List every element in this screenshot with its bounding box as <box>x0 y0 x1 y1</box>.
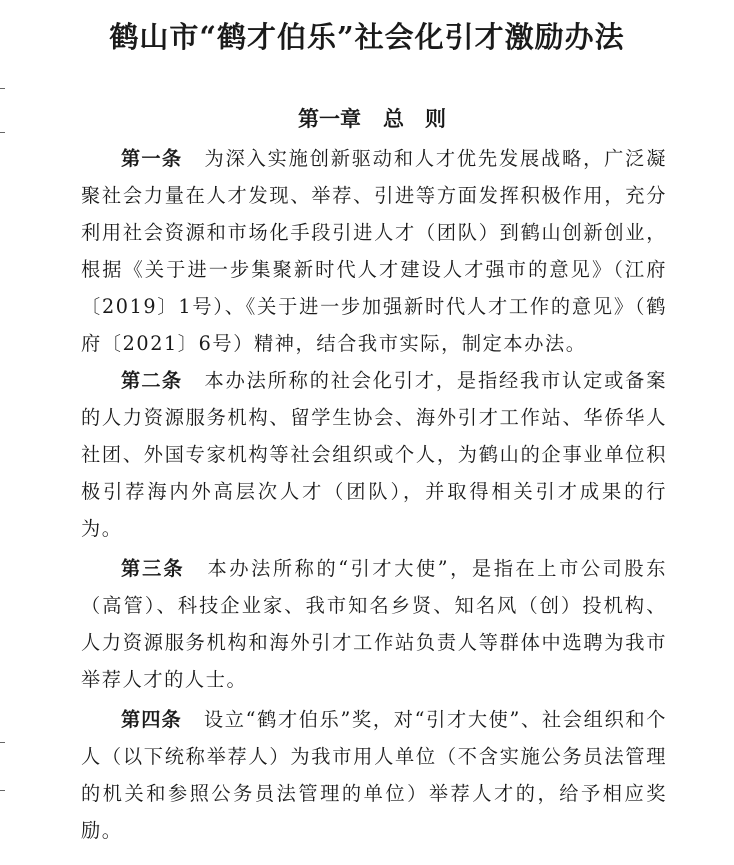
article-text: 为深入实施创新驱动和人才优先发展战略，广泛凝聚社会力量在人才发现、举荐、引进等方面发挥积极作用，充分利用社会资源和市场化手段引进人才（团队）到鹤山创新创业，根据《关于进一步集聚新时代人才建设人才强市的意见》（江府〔2019〕1号）、《关于进一步加强新时代人才工作的意见》（鹤府〔2021〕6号）精神，结合我市实际，制定本办法。 <box>81 147 667 355</box>
chapter-heading <box>0 104 734 134</box>
article-2 <box>81 362 667 547</box>
document-title: 鹤山市“鹤才伯乐”社会化引才激励办法 <box>109 20 625 54</box>
article-number: 第二条 <box>121 369 183 392</box>
article-text: 本办法所称的社会化引才，是指经我市认定或备案的人力资源服务机构、留学生协会、海外引才工作站、华侨华人社团、外国专家机构等社会组织或个人，为鹤山的企事业单位积极引荐海内外高层次人才（团队），并取得相关引才成果的行为。 <box>81 369 667 540</box>
article-number: 第一条 <box>121 147 183 170</box>
article-number: 第四条 <box>121 708 182 731</box>
article-number: 第三条 <box>121 557 185 580</box>
scan-margin-mark <box>0 742 5 743</box>
scan-margin-mark <box>0 790 5 791</box>
article-4 <box>81 701 667 849</box>
article-text: 设立“鹤才伯乐”奖，对“引才大使”、社会组织和个人（以下统称举荐人）为我市用人单位（不含实施公务员法管理的机关和参照公务员法管理的单位）举荐人才的，给予相应奖励。 <box>81 708 668 842</box>
chapter-name: 总 则 <box>383 107 446 131</box>
article-3 <box>81 550 667 698</box>
article-1 <box>81 140 667 362</box>
article-text: 本办法所称的“引才大使”，是指在上市公司股东（高管）、科技企业家、我市知名乡贤、知名风（创）投机构、人力资源服务机构和海外引才工作站负责人等群体中选聘为我市举荐人才的人士。 <box>81 557 667 691</box>
document-body <box>81 140 667 849</box>
scan-margin-mark <box>0 88 5 89</box>
chapter-number: 第一章 <box>298 107 361 131</box>
